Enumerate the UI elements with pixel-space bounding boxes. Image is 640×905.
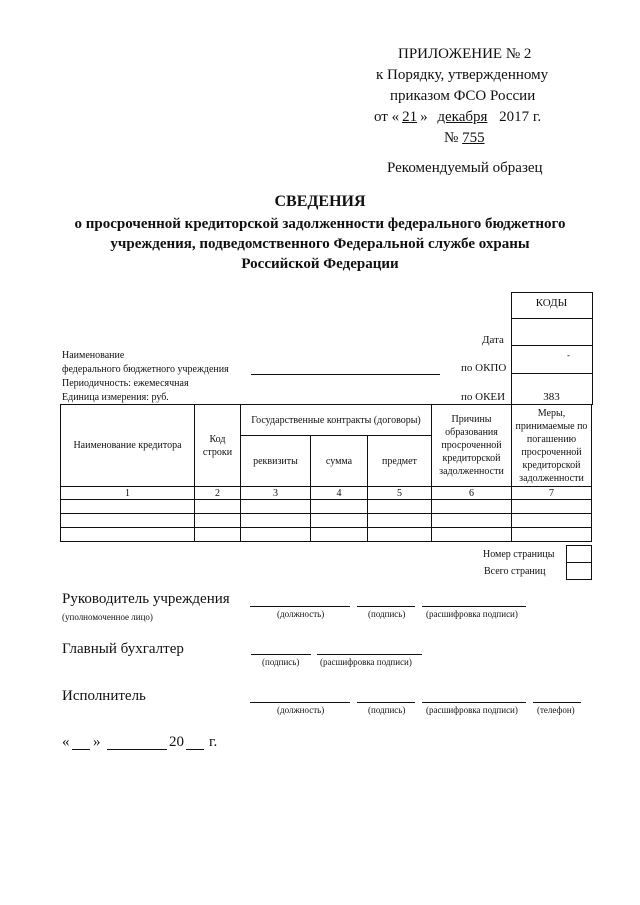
date-day-line[interactable] <box>72 749 90 750</box>
head-position-line[interactable] <box>250 606 350 607</box>
table-cell[interactable] <box>432 514 512 528</box>
head-label: Руководитель учреждения <box>62 591 230 607</box>
executor-signature-caption: (подпись) <box>368 705 406 715</box>
table-cell[interactable] <box>61 514 195 528</box>
table-cell[interactable] <box>241 528 311 542</box>
okei-label: по ОКЕИ <box>461 391 506 403</box>
col-number-1: 1 <box>61 487 195 500</box>
table-cell[interactable] <box>61 528 195 542</box>
executor-position-line[interactable] <box>250 702 350 703</box>
title-line-3: Российской Федерации <box>241 256 399 272</box>
title-line-2: учреждения, подведомственного Федеральной службе охраны <box>110 236 530 252</box>
number-value: 755 <box>462 130 485 146</box>
table-cell[interactable] <box>512 528 592 542</box>
recommended-sample: Рекомендуемый образец <box>387 160 543 176</box>
appendix-date <box>374 109 541 126</box>
col-code-header: Код строки <box>195 405 241 487</box>
table-cell[interactable] <box>311 528 368 542</box>
col-number-7: 7 <box>512 487 592 500</box>
total-pages-label: Всего страниц <box>484 566 546 577</box>
accountant-signature-line[interactable] <box>251 654 311 655</box>
date-year: 2017 г. <box>499 109 542 125</box>
appendix-by-order: приказом ФСО России <box>390 88 536 104</box>
date-label: Дата <box>482 334 504 346</box>
table-cell[interactable] <box>512 500 592 514</box>
date-month: декабря <box>437 109 488 125</box>
table-cell[interactable] <box>195 500 241 514</box>
col-number-2: 2 <box>195 487 241 500</box>
date-year-line[interactable] <box>186 749 204 750</box>
table-cell[interactable] <box>432 500 512 514</box>
date-close-quote: » <box>93 734 101 750</box>
executor-position-caption: (должность) <box>277 705 325 715</box>
unit-label: Единица измерения: руб. <box>62 392 169 403</box>
table-row <box>61 500 592 514</box>
codes-divider-3 <box>511 373 592 374</box>
codes-divider-2 <box>511 345 592 346</box>
head-decoding-caption: (расшифровка подписи) <box>426 609 518 619</box>
col-number-4: 4 <box>311 487 368 500</box>
page-number-label: Номер страницы <box>483 549 555 560</box>
document-title: СВЕДЕНИЯ <box>274 193 366 210</box>
head-sublabel: (уполномоченное лицо) <box>62 612 153 622</box>
table-cell[interactable] <box>368 528 432 542</box>
table-cell[interactable] <box>241 500 311 514</box>
head-position-caption: (должность) <box>277 609 325 619</box>
accountant-signature-caption: (подпись) <box>262 657 300 667</box>
date-year-prefix: 20 <box>169 734 184 750</box>
main-table <box>60 404 592 542</box>
executor-signature-line[interactable] <box>357 702 415 703</box>
col-contracts-header: Государственные контракты (договоры) <box>241 405 432 436</box>
page-number-box[interactable] <box>566 545 592 563</box>
date-mid: » <box>420 109 428 125</box>
col-reasons-header: Причины образования просроченной кредиторской задолженности <box>432 405 512 487</box>
table-cell[interactable] <box>368 514 432 528</box>
codes-divider-1 <box>511 318 592 319</box>
col-subject-header: предмет <box>368 436 432 487</box>
table-cell[interactable] <box>61 500 195 514</box>
date-prefix: от « <box>374 109 400 125</box>
table-cell[interactable] <box>241 514 311 528</box>
okpo-label: по ОКПО <box>461 362 507 374</box>
table-row <box>61 514 592 528</box>
total-pages-box[interactable] <box>566 562 592 580</box>
head-signature-line[interactable] <box>357 606 415 607</box>
executor-label: Исполнитель <box>62 688 146 704</box>
col-requisites-header: реквизиты <box>241 436 311 487</box>
table-cell[interactable] <box>195 528 241 542</box>
col-number-6: 6 <box>432 487 512 500</box>
table-cell[interactable] <box>195 514 241 528</box>
head-signature-caption: (подпись) <box>368 609 406 619</box>
table-row <box>61 528 592 542</box>
table-cell[interactable] <box>512 514 592 528</box>
title-line-1: о просроченной кредиторской задолженности федерального бюджетного <box>74 216 566 232</box>
col-number-3: 3 <box>241 487 311 500</box>
table-cell[interactable] <box>368 500 432 514</box>
table-cell[interactable] <box>311 514 368 528</box>
col-number-5: 5 <box>368 487 432 500</box>
table-cell[interactable] <box>311 500 368 514</box>
executor-decoding-line[interactable] <box>422 702 526 703</box>
col-creditor-header: Наименование кредитора <box>61 405 195 487</box>
accountant-decoding-line[interactable] <box>317 654 422 655</box>
name-label-2: федерального бюджетного учреждения <box>62 364 229 375</box>
date-day: 21 <box>402 109 418 125</box>
executor-decoding-caption: (расшифровка подписи) <box>426 705 518 715</box>
appendix-number <box>444 130 485 147</box>
appendix-to-order: к Порядку, утвержденному <box>376 67 549 83</box>
okei-value: 383 <box>543 391 560 403</box>
institution-name-field[interactable] <box>251 374 440 375</box>
codes-header: КОДЫ <box>535 297 568 309</box>
executor-phone-line[interactable] <box>533 702 581 703</box>
table-cell[interactable] <box>432 528 512 542</box>
okpo-value: - <box>567 350 570 360</box>
executor-phone-caption: (телефон) <box>537 705 575 715</box>
col-sum-header: сумма <box>311 436 368 487</box>
periodicity-label: Периодичность: ежемесячная <box>62 378 189 389</box>
date-open-quote: « <box>62 734 70 750</box>
head-decoding-line[interactable] <box>422 606 526 607</box>
accountant-decoding-caption: (расшифровка подписи) <box>320 657 412 667</box>
date-month-line[interactable] <box>107 749 167 750</box>
appendix-title: ПРИЛОЖЕНИЕ № 2 <box>398 46 532 62</box>
name-label-1: Наименование <box>62 350 125 361</box>
accountant-label: Главный бухгалтер <box>62 641 184 657</box>
number-prefix: № <box>444 130 459 146</box>
date-year-suffix: г. <box>209 734 218 750</box>
col-measures-header: Меры, принимаемые по погашению просроченной кредиторской задолженности <box>512 405 592 487</box>
